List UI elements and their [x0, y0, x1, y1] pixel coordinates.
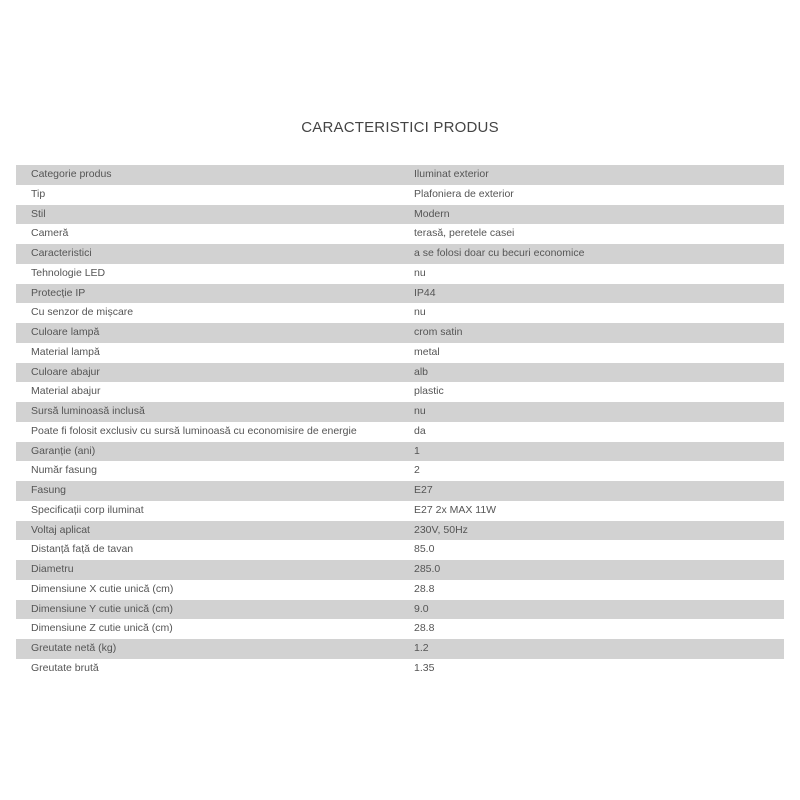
spec-label: Dimensiune X cutie unică (cm): [31, 582, 174, 595]
spec-value: E27: [414, 484, 433, 496]
spec-label: Culoare lampă: [31, 326, 100, 338]
spec-row: [16, 284, 784, 304]
spec-row: [16, 244, 784, 264]
spec-value: 28.8: [414, 582, 435, 595]
spec-row: [16, 205, 784, 225]
spec-label: Diametru: [31, 563, 74, 575]
spec-row: [16, 600, 784, 620]
spec-label: Tehnologie LED: [31, 266, 106, 279]
spec-row: [16, 580, 784, 600]
spec-value: alb: [414, 365, 429, 378]
spec-label: Poate fi folosit exclusiv cu sursă luminoasă cu economisire de energie: [31, 424, 357, 437]
spec-label: Dimensiune Z cutie unică (cm): [31, 622, 173, 635]
spec-label: Dimensiune Y cutie unică (cm): [31, 602, 174, 615]
spec-row: [16, 659, 784, 679]
spec-label: Sursă luminoasă inclusă: [31, 405, 145, 417]
spec-value: nu: [414, 405, 426, 417]
spec-value: 230V, 50Hz: [414, 523, 468, 536]
spec-row: [16, 521, 784, 541]
spec-value: 9.0: [414, 602, 429, 615]
spec-label: Cu senzor de mișcare: [31, 306, 134, 319]
spec-label: Număr fasung: [31, 464, 97, 477]
spec-row: [16, 264, 784, 284]
section-title: CARACTERISTICI PRODUS: [301, 119, 499, 136]
spec-label: Material abajur: [31, 385, 101, 398]
specifications-table: [16, 165, 784, 679]
spec-label: Greutate netă (kg): [31, 642, 117, 654]
spec-label: Cameră: [31, 227, 69, 240]
spec-value: E27 2x MAX 11W: [414, 503, 497, 516]
spec-row: [16, 422, 784, 442]
spec-row: [16, 619, 784, 639]
spec-value: 1.2: [414, 642, 429, 654]
spec-row: [16, 540, 784, 560]
spec-label: Culoare abajur: [31, 365, 100, 378]
spec-value: da: [414, 424, 426, 437]
spec-value: Plafoniera de exterior: [414, 187, 514, 200]
spec-value: 85.0: [414, 543, 435, 556]
spec-label: Material lampă: [31, 345, 100, 358]
spec-value: nu: [414, 266, 426, 279]
spec-label: Tip: [31, 187, 46, 200]
spec-label: Voltaj aplicat: [31, 523, 90, 536]
spec-value: IP44: [414, 286, 436, 299]
spec-value: 28.8: [414, 622, 435, 635]
spec-row: [16, 639, 784, 659]
spec-row: [16, 402, 784, 422]
specifications-table-body: [16, 165, 784, 679]
spec-value: crom satin: [414, 326, 463, 338]
spec-value: 2: [414, 464, 420, 477]
spec-row: [16, 442, 784, 462]
spec-label: Categorie produs: [31, 168, 112, 180]
spec-value: Iluminat exterior: [414, 168, 489, 180]
spec-value: plastic: [414, 385, 444, 398]
spec-row: [16, 481, 784, 501]
spec-row: [16, 224, 784, 244]
spec-value: 1.35: [414, 661, 435, 674]
spec-value: 1: [414, 444, 420, 457]
spec-label: Caracteristici: [31, 247, 92, 259]
spec-row: [16, 382, 784, 402]
spec-row: [16, 165, 784, 185]
spec-label: Greutate brută: [31, 661, 99, 674]
spec-label: Fasung: [31, 484, 67, 496]
spec-label: Specificații corp iluminat: [31, 503, 144, 516]
spec-label: Stil: [31, 207, 46, 220]
spec-row: [16, 461, 784, 481]
spec-row: [16, 185, 784, 205]
spec-label: Distanță față de tavan: [31, 543, 134, 556]
spec-row: [16, 323, 784, 343]
spec-value: Modern: [414, 207, 450, 220]
spec-value: a se folosi doar cu becuri economice: [414, 247, 585, 259]
spec-row: [16, 343, 784, 363]
spec-label: Garanție (ani): [31, 444, 96, 457]
spec-value: terasă, peretele casei: [414, 227, 515, 240]
spec-label: Protecție IP: [31, 286, 86, 299]
spec-row: [16, 560, 784, 580]
spec-row: [16, 303, 784, 323]
spec-value: nu: [414, 306, 426, 319]
spec-row: [16, 363, 784, 383]
spec-value: metal: [414, 345, 440, 358]
spec-value: 285.0: [414, 563, 441, 575]
spec-row: [16, 501, 784, 521]
